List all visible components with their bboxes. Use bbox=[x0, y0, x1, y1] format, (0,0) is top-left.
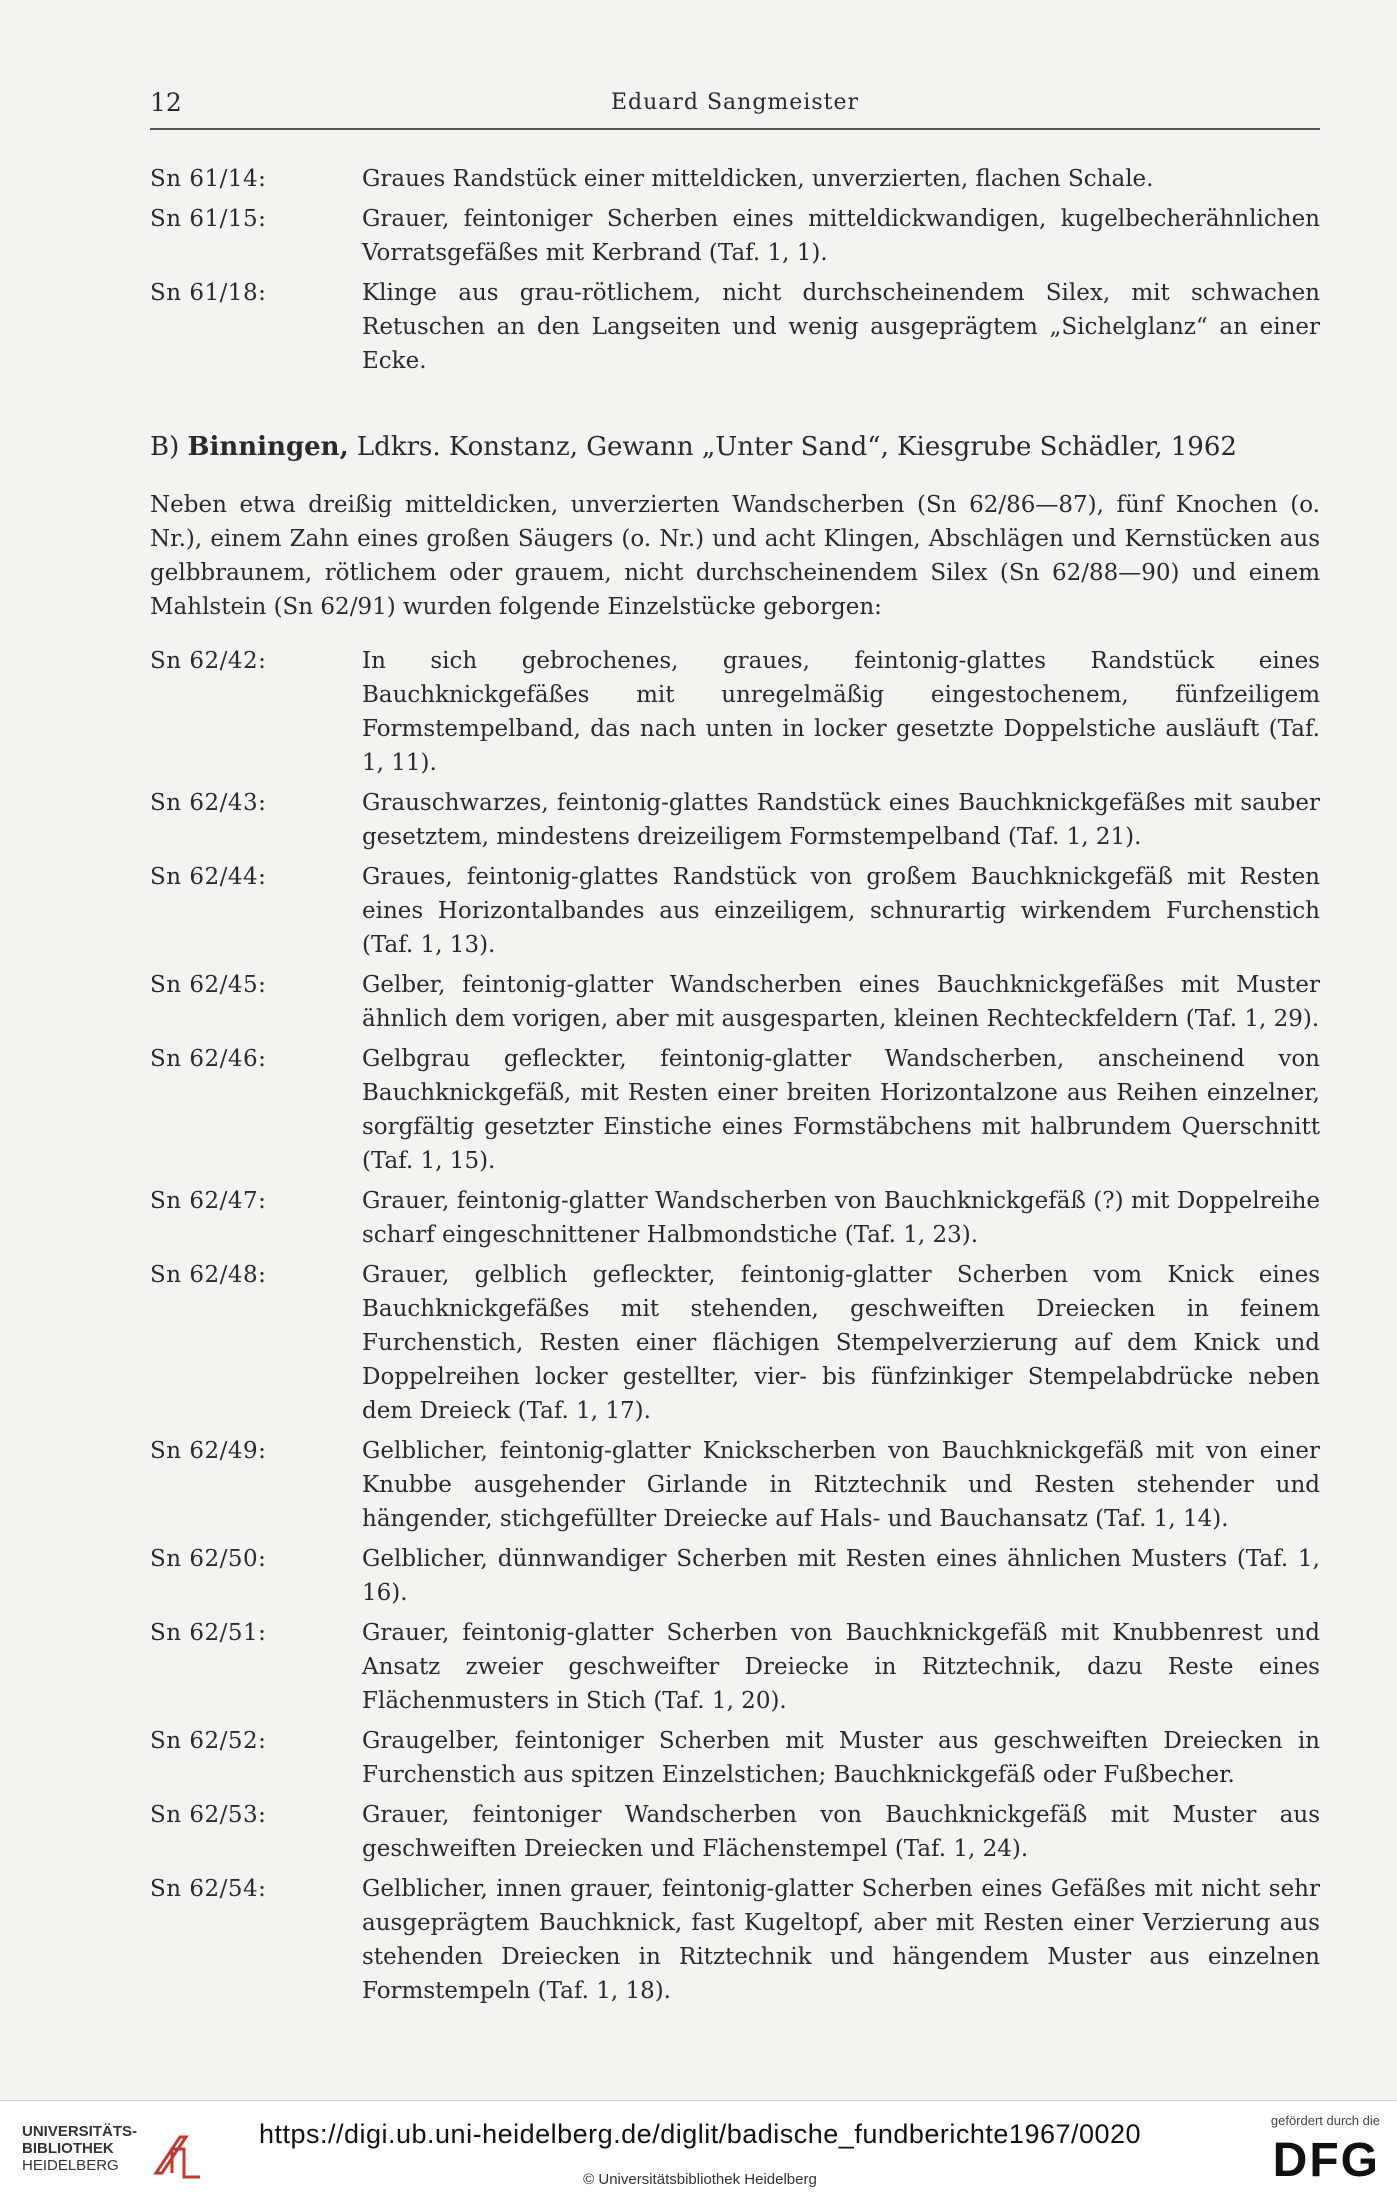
entry-id: Sn 61/14: bbox=[150, 166, 267, 192]
entry-id: Sn 62/52: bbox=[150, 1728, 267, 1754]
entry-id: Sn 62/51: bbox=[150, 1620, 267, 1646]
entry-id: Sn 62/46: bbox=[150, 1046, 267, 1072]
entry-description: Graues Randstück einer mitteldicken, unverzierten, flachen Schale. bbox=[362, 166, 1154, 192]
funded-by-label: gefördert durch die bbox=[1270, 2113, 1380, 2128]
catalog-entry bbox=[150, 968, 1320, 1036]
entry-description: Klinge aus grau-rötlichem, nicht durchscheinendem Silex, mit schwachen Retuschen an den Langseiten und wenig ausgeprägtem „Sichelglanz“ an einer Ecke. bbox=[362, 280, 1320, 374]
catalog-entry bbox=[150, 1542, 1320, 1610]
entry-description: Graugelber, feintoniger Scherben mit Muster aus geschweiften Dreiecken in Furchenstich aus spitzen Einzelstichen; Bauchknickgefäß oder Fußbecher. bbox=[362, 1728, 1320, 1788]
entry-id: Sn 62/45: bbox=[150, 972, 267, 998]
catalog-entry bbox=[150, 644, 1320, 780]
entry-description: In sich gebrochenes, graues, feintonig-glattes Randstück eines Bauchknickgefäßes mit unregelmäßig eingestochenem, fünfzeiligem Formstempelband, das nach unten in locker gesetzte Doppelstiche ausläuft (Taf. 1, 11). bbox=[362, 648, 1320, 776]
entry-id: Sn 62/49: bbox=[150, 1438, 267, 1464]
document-url-link[interactable]: https://digi.ub.uni-heidelberg.de/diglit/badische_fundberichte1967/0020 bbox=[258, 2119, 1142, 2149]
catalog-entry bbox=[150, 202, 1320, 270]
entry-id: Sn 62/44: bbox=[150, 864, 267, 890]
entry-id: Sn 62/48: bbox=[150, 1262, 267, 1288]
catalog-entry bbox=[150, 162, 1320, 196]
entry-description: Graues, feintonig-glattes Randstück von großem Bauchknickgefäß mit Resten eines Horizontalbandes aus einzeiligem, schnurartig wirkendem Furchenstich (Taf. 1, 13). bbox=[362, 864, 1320, 958]
running-title: Eduard Sangmeister bbox=[610, 90, 860, 115]
section-intro: Neben etwa dreißig mitteldicken, unverzierten Wandscherben (Sn 62/86—87), fünf Knochen (o. Nr.), einem Zahn eines großen Säugers (o. Nr.) und acht Klingen, Abschlägen und Kernstücken aus gelbbraunem, rötlichem oder grauem, nicht durchscheinendem Silex (Sn 62/88—90) und einem Mahlstein (Sn 62/91) wurden folgende Einzelstücke geborgen: bbox=[150, 492, 1320, 620]
section-prefix: B) bbox=[150, 432, 180, 462]
entry-id: Sn 62/54: bbox=[150, 1876, 267, 1902]
catalog-entry bbox=[150, 276, 1320, 378]
dfg-logo: DFG bbox=[1272, 2134, 1380, 2187]
entry-id: Sn 61/15: bbox=[150, 206, 267, 232]
entry-description: Gelblicher, feintonig-glatter Knickscherben von Bauchknickgefäß mit von einer Knubbe ausgehender Girlande in Ritztechnik und Resten stehender und hängender, stichgefüllter Dreiecke auf Hals- und Bauchansatz (Taf. 1, 14). bbox=[362, 1438, 1320, 1532]
catalog-entry bbox=[150, 1872, 1320, 2008]
dfg-logo-block[interactable] bbox=[1240, 2113, 1380, 2197]
catalog-entry bbox=[150, 1258, 1320, 1428]
section-place: Binningen, bbox=[187, 432, 349, 462]
catalog-entry bbox=[150, 1616, 1320, 1718]
entry-description: Grauschwarzes, feintonig-glattes Randstück eines Bauchknickgefäßes mit sauber gesetztem, mindestens dreizeiligem Formstempelband (Taf. 1, 21). bbox=[362, 790, 1320, 850]
entry-description: Gelbgrau gefleckter, feintonig-glatter Wandscherben, anscheinend von Bauchknickgefäß, mit Resten einer breiten Horizontalzone aus Reihen einzelner, sorgfältig gesetzter Einstiche eines Formstäbchens mit halbrundem Querschnitt (Taf. 1, 15). bbox=[362, 1046, 1320, 1174]
entry-id: Sn 62/47: bbox=[150, 1188, 267, 1214]
copyright-notice: © Universitätsbibliothek Heidelberg bbox=[583, 2171, 817, 2188]
catalog-entry bbox=[150, 860, 1320, 962]
entry-description: Gelblicher, dünnwandiger Scherben mit Resten eines ähnlichen Musters (Taf. 1, 16). bbox=[362, 1546, 1320, 1606]
library-logo[interactable] bbox=[22, 2123, 222, 2193]
running-head bbox=[150, 88, 1320, 130]
footer-bar bbox=[0, 2100, 1397, 2205]
entry-description: Grauer, feintonig-glatter Scherben von Bauchknickgefäß mit Knubbenrest und Ansatz zweier geschweifter Dreiecke in Ritztechnik, dazu Reste eines Flächenmusters in Stich (Taf. 1, 20). bbox=[362, 1620, 1320, 1714]
entry-id: Sn 62/50: bbox=[150, 1546, 267, 1572]
entry-description: Gelber, feintonig-glatter Wandscherben eines Bauchknickgefäßes mit Muster ähnlich dem vorigen, aber mit ausgesparten, kleinen Rechteckfeldern (Taf. 1, 29). bbox=[362, 972, 1320, 1032]
library-mark-icon bbox=[150, 2127, 206, 2183]
section-title-rest: Ldkrs. Konstanz, Gewann „Unter Sand“, Kiesgrube Schädler, 1962 bbox=[356, 432, 1237, 462]
page-number: 12 bbox=[150, 88, 182, 117]
catalog-entry bbox=[150, 1184, 1320, 1252]
entry-description: Grauer, feintoniger Scherben eines mitteldickwandigen, kugelbecherähnlichen Vorratsgefäßes mit Kerbrand (Taf. 1, 1). bbox=[362, 206, 1320, 266]
entry-description: Gelblicher, innen grauer, feintonig-glatter Scherben eines Gefäßes mit nicht sehr ausgeprägtem Bauchknick, fast Kugeltopf, aber mit Resten einer Verzierung aus stehenden Dreiecken in Ritztechnik und hängendem Muster aus einzelnen Formstempeln (Taf. 1, 18). bbox=[362, 1876, 1320, 2004]
entry-description: Grauer, feintonig-glatter Wandscherben von Bauchknickgefäß (?) mit Doppelreihe scharf eingeschnittener Halbmondstiche (Taf. 1, 23). bbox=[362, 1188, 1320, 1248]
catalog-entry bbox=[150, 1798, 1320, 1866]
catalog-entry bbox=[150, 1724, 1320, 1792]
entry-id: Sn 61/18: bbox=[150, 280, 267, 306]
entry-list-b bbox=[150, 644, 1320, 2014]
entry-description: Grauer, gelblich gefleckter, feintonig-glatter Scherben vom Knick eines Bauchknickgefäßes mit stehenden, geschweiften Dreiecken in feinem Furchenstich, Resten einer flächigen Stempelverzierung auf dem Knick und Doppelreihen locker gestellter, vier- bis fünfzinkiger Stempelabdrücke neben dem Dreieck (Taf. 1, 17). bbox=[362, 1262, 1320, 1424]
entry-description: Grauer, feintoniger Wandscherben von Bauchknickgefäß mit Muster aus geschweiften Dreiecken und Flächenstempel (Taf. 1, 24). bbox=[362, 1802, 1320, 1862]
library-name: UNIVERSITÄTS- BIBLIOTHEK HEIDELBERG bbox=[22, 2123, 138, 2174]
entry-id: Sn 62/53: bbox=[150, 1802, 267, 1828]
entry-id: Sn 62/43: bbox=[150, 790, 267, 816]
catalog-entry bbox=[150, 1434, 1320, 1536]
entry-id: Sn 62/42: bbox=[150, 648, 267, 674]
catalog-entry bbox=[150, 786, 1320, 854]
entry-list-a bbox=[150, 162, 1320, 384]
section-heading bbox=[150, 430, 1320, 464]
catalog-entry bbox=[150, 1042, 1320, 1178]
